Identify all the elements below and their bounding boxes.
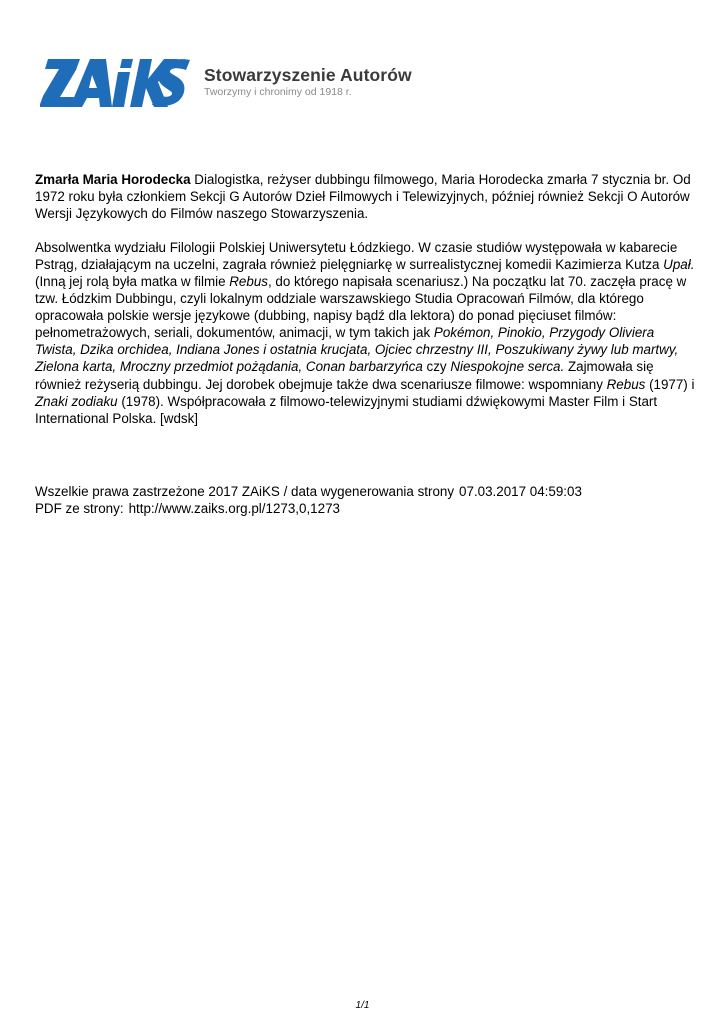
film-title: Znaki zodiaku [35,393,118,409]
text-run: Autorów Wersji Językowych do Filmów naszego Stowarzyszenia. [35,189,690,222]
film-title: Rebus [606,376,646,392]
text-run: Dialogistka, reżyser dubbingu filmowego, Maria Horodecka zmarła 7 stycznia br. Od 1972 roku była członkiem Sekcji G [35,172,691,205]
text-run: (1978). Współpracowała z filmowo-telewizyjnymi studiami dźwiękowymi Master Film i Start International Polska. [wdsk] [35,393,658,426]
text-run: czy [422,359,451,375]
article-paragraph-2 [35,239,695,427]
text-run: (Inną jej rolą była matka w filmie [35,274,230,290]
text-run: Absolwentka wydziału Filologii Polskiej Uniwersytetu Łódzkiego. W czasie studiów występowała w kabarecie [35,240,678,256]
film-titles-list: Pokémon, Pinokio, Przygody Oliviera Twista, Dzika orchidea, Indiana Jones i ostatnia krucjata, Ojciec chrzestny III, Poszukiwany żywy lub martwy, Zielona karta, Mroczny przedmiot pożądania, Conan barbarzyńca [35,325,679,375]
article-title: Zmarła Maria Horodecka [35,172,191,187]
film-title: Rebus [229,274,268,290]
copyright-text: Wszelkie prawa zastrzeżone 2017 ZAiKS / data wygenerowania strony [35,484,455,499]
org-text [204,65,412,99]
zaiks-logo [40,57,190,109]
zaiks-logo-mark [40,59,190,107]
text-run: (1977) i [645,376,695,392]
copyright-line [35,483,695,500]
generation-date: 07.03.2017 04:59:03 [459,484,582,499]
film-title: Upał. [663,257,695,273]
org-name: Stowarzyszenie Autorów [204,65,412,85]
article-paragraph-1 [35,171,695,222]
text-run: Pstrąg [35,257,74,273]
text-run: Zajmowała się również reżyserią dubbingu. Jej dorobek obejmuje także dwa scenariusze filmowe: wspomniany [35,359,654,392]
source-url[interactable]: http://www.zaiks.org.pl/1273,0,1273 [128,501,340,517]
text-run: , działającym na uczelni, zagrała również pielęgniarkę w surrealistycznej komedii Kazimierza Kutza [73,257,664,273]
footer [35,483,695,517]
pdf-label: PDF ze strony: [35,501,124,517]
page-number: 1/1 [355,1000,370,1011]
pdf-source-line [35,500,695,517]
text-run: Autorów Dzieł Filmowych i Telewizyjnych, później również Sekcji O [242,189,641,205]
header [40,57,440,111]
film-title: Niespokojne serca. [450,359,565,375]
org-tagline: Tworzymy i chronimy od 1918 r. [204,86,352,98]
article-body [35,171,695,427]
text-run: , do którego napisała scenariusz.) Na początku lat 70. zaczęła pracę w tzw. Łódzkim Dubbingu, czyli lokalnym oddziale warszawskiego Studia Opracowań Filmów, dla którego opracowała polskie wersje językowe (dubbing, napisy bądź dla lektora) do ponad pięciuset filmów: pełnometrażowych, seriali, dokumentów, animacji, w tym takich jak [35,274,687,341]
